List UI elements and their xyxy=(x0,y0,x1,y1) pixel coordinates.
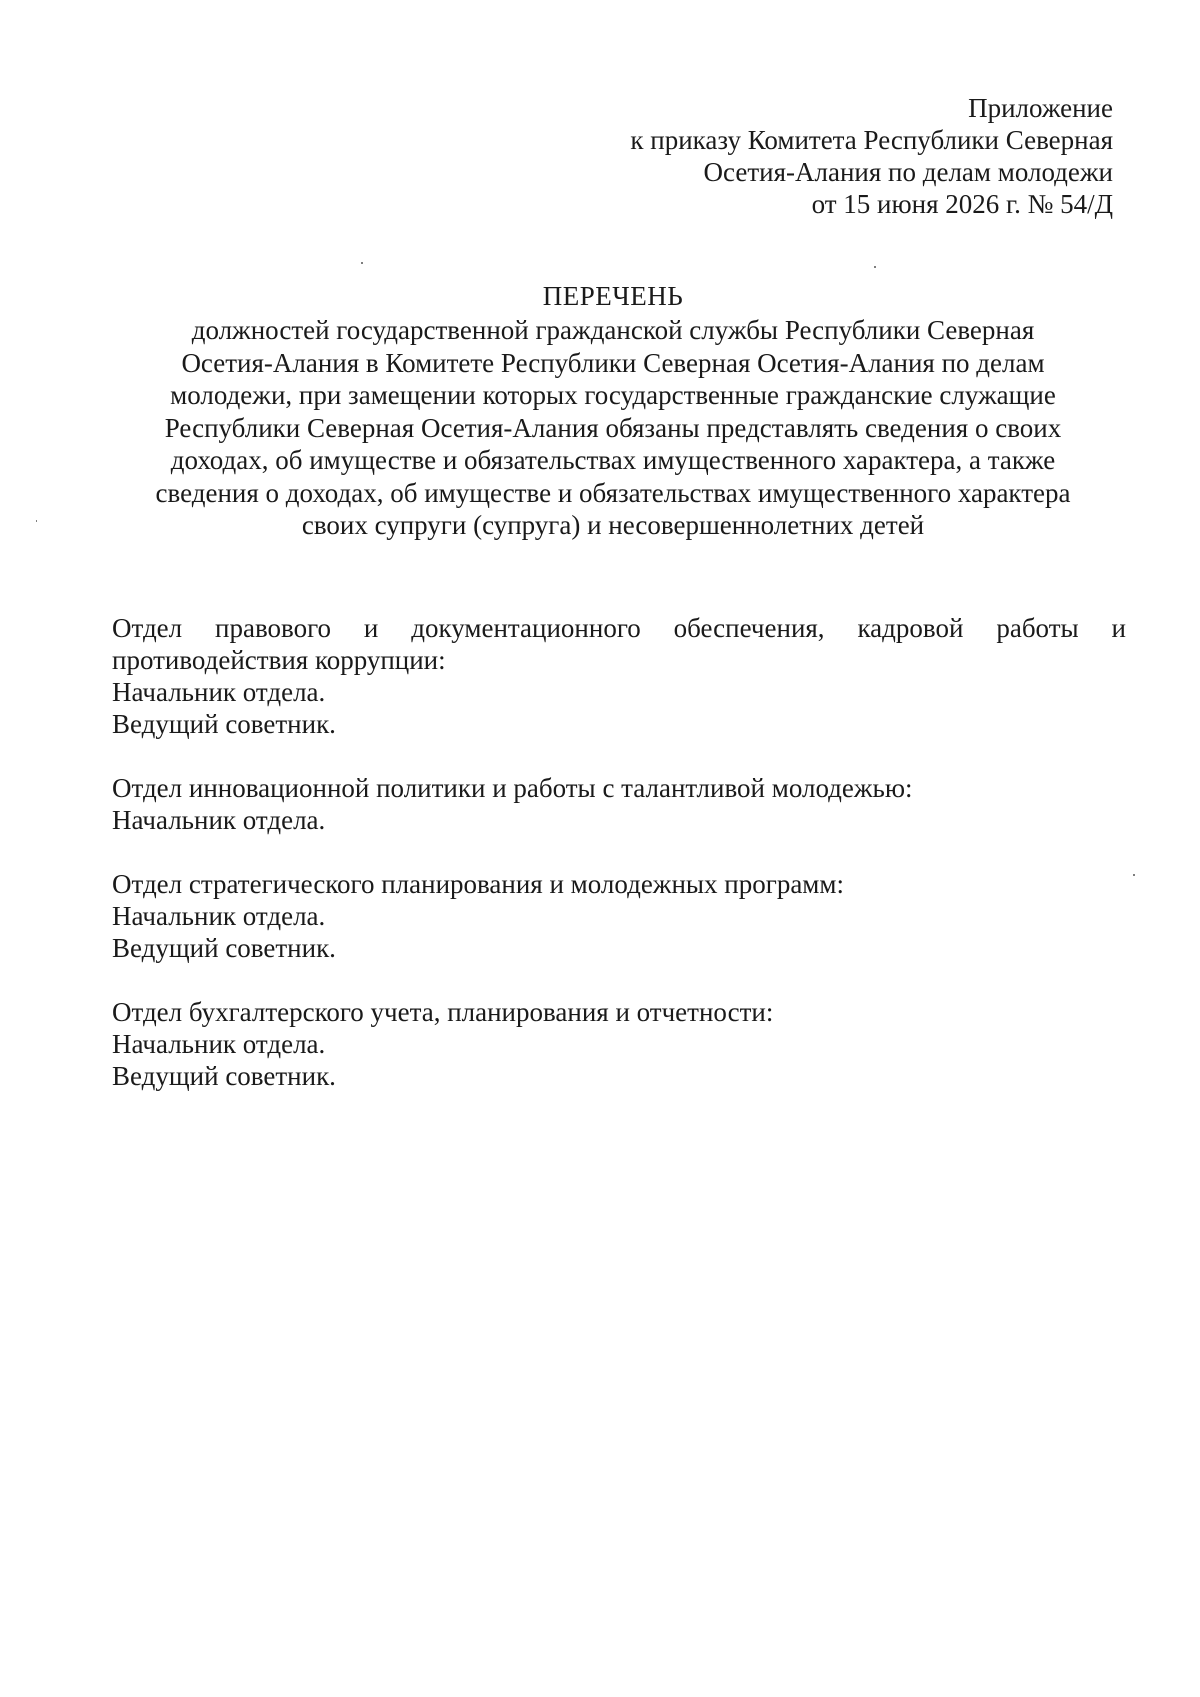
position-item: Начальник отдела. xyxy=(112,901,326,931)
department-name: Отдел инновационной политики и работы с талантливой молодежью: xyxy=(112,773,913,803)
appendix-header xyxy=(630,92,1113,220)
subtitle-line: сведения о доходах, об имуществе и обязательствах имущественного характера xyxy=(155,477,1071,508)
document-title: ПЕРЕЧЕНЬ xyxy=(542,281,684,311)
scan-speck xyxy=(361,262,363,264)
subtitle-line: своих супруги (супруга) и несовершеннолетних детей xyxy=(301,510,925,540)
department-block xyxy=(112,996,1126,1092)
department-block xyxy=(112,772,1126,836)
department-block xyxy=(112,868,1126,964)
department-name: Отдел бухгалтерского учета, планирования и отчетности: xyxy=(112,997,774,1027)
position-item: Ведущий советник. xyxy=(112,1061,336,1091)
subtitle-line: доходах, об имуществе и обязательствах имущественного характера, а также xyxy=(170,445,1056,475)
position-item: Начальник отдела. xyxy=(112,805,326,835)
subtitle-line: молодежи, при замещении которых государственные гражданские служащие xyxy=(170,380,1056,410)
position-item: Ведущий советник. xyxy=(112,933,336,963)
department-name: Отдел правового и документационного обеспечения, кадровой работы и противодействия коррупции: xyxy=(112,613,1126,675)
position-item: Ведущий советник. xyxy=(112,709,336,739)
department-name: Отдел стратегического планирования и молодежных программ: xyxy=(112,869,844,899)
scan-speck xyxy=(36,520,37,522)
appendix-line: Приложение xyxy=(968,93,1113,123)
appendix-line: Осетия-Алания по делам молодежи xyxy=(703,157,1113,187)
document-subtitle xyxy=(100,314,1126,542)
appendix-line: к приказу Комитета Республики Северная xyxy=(630,125,1113,155)
document-heading xyxy=(100,280,1126,542)
scan-speck xyxy=(874,266,876,268)
departments-list xyxy=(112,612,1126,1124)
position-item: Начальник отдела. xyxy=(112,1029,326,1059)
position-item: Начальник отдела. xyxy=(112,677,326,707)
subtitle-line: Республики Северная Осетия-Алания обязаны представлять сведения о своих xyxy=(164,412,1062,443)
scan-speck xyxy=(1133,874,1135,876)
subtitle-line: должностей государственной гражданской службы Республики Северная xyxy=(191,315,1035,345)
subtitle-line: Осетия-Алания в Комитете Республики Северная Осетия-Алания по делам xyxy=(181,347,1045,378)
department-block xyxy=(112,612,1126,740)
appendix-line: от 15 июня 2026 г. № 54/Д xyxy=(811,189,1113,219)
